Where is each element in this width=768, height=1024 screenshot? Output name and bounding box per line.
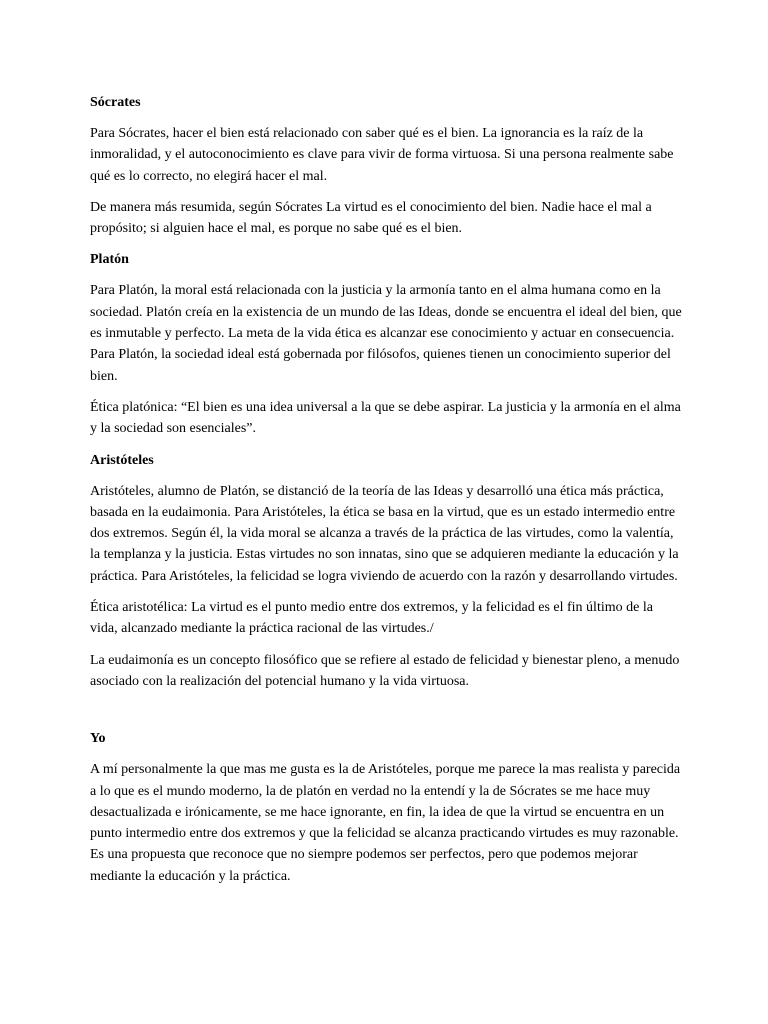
section-heading-yo: Yo: [90, 731, 106, 747]
section-platon: [90, 249, 682, 439]
section-heading-aristoteles: Aristóteles: [90, 452, 154, 468]
paragraph: De manera más resumida, según Sócrates La virtud es el conocimiento del bien. Nadie hace el mal a propósito; si alguien hace el mal, es porque no sabe qué es el bien.: [90, 199, 652, 237]
paragraph: Para Platón, la moral está relacionada con la justicia y la armonía tanto en el alma humana como en la sociedad. Platón creía en la existencia de un mundo de las Ideas, donde se encuentra el ideal del bien, que es inmutable y perfecto. La meta de la vida ética es alcanzar ese conocimiento y actuar en consecuencia. Para Platón, la sociedad ideal está gobernada por filósofos, quienes tienen un conocimiento superior del bien.: [90, 283, 682, 384]
paragraph: Ética aristotélica: La virtud es el punto medio entre dos extremos, y la felicidad es el fin último de la vida, alcanzado mediante la práctica racional de las virtudes./: [90, 600, 653, 637]
section-socrates: [90, 92, 682, 239]
section-heading-platon: Platón: [90, 252, 129, 268]
paragraph: La eudaimonía es un concepto filosófico que se refiere al estado de felicidad y bienestar pleno, a menudo asociado con la realización del potencial humano y la vida virtuosa.: [90, 652, 680, 689]
paragraph: Para Sócrates, hacer el bien está relacionado con saber qué es el bien. La ignorancia es la raíz de la inmoralidad, y el autoconocimiento es clave para vivir de forma virtuosa. Si una persona realmente sabe qué es lo correcto, no elegirá hacer el mal.: [90, 126, 674, 184]
paragraph: Aristóteles, alumno de Platón, se distanció de la teoría de las Ideas y desarrolló una ética más práctica, basada en la eudaimonia. Para Aristóteles, la ética se basa en la virtud, que es un estado intermedio entre dos extremos. Según él, la vida moral se alcanza a través de la práctica de las virtudes, como la valentía, la templanza y la justicia. Estas virtudes no son innatas, sino que se adquieren mediante la educación y la práctica. Para Aristóteles, la felicidad se logra viviendo de acuerdo con la razón y desarrollando virtudes.: [90, 483, 679, 584]
paragraph: A mí personalmente la que mas me gusta es la de Aristóteles, porque me parece la mas realista y parecida a lo que es el mundo moderno, la de platón en verdad no la entendí y la de Sócrates se me hace muy desactualizada e irónicamente, se me hace ignorante, en fin, la idea de que la virtud se encuentra en un punto intermedio entre dos extremos y que la felicidad se alcanza practicando virtudes es muy razonable. Es una propuesta que reconoce que no siempre podemos ser perfectos, pero que podemos mejorar mediante la educación y la práctica.: [90, 762, 681, 884]
document-page: [90, 92, 682, 897]
paragraph: Ética platónica: “El bien es una idea universal a la que se debe aspirar. La justicia y la armonía en el alma y la sociedad son esenciales”.: [90, 399, 681, 437]
section-heading-socrates: Sócrates: [90, 95, 141, 110]
section-aristoteles: [90, 450, 682, 693]
section-yo: [90, 728, 682, 887]
